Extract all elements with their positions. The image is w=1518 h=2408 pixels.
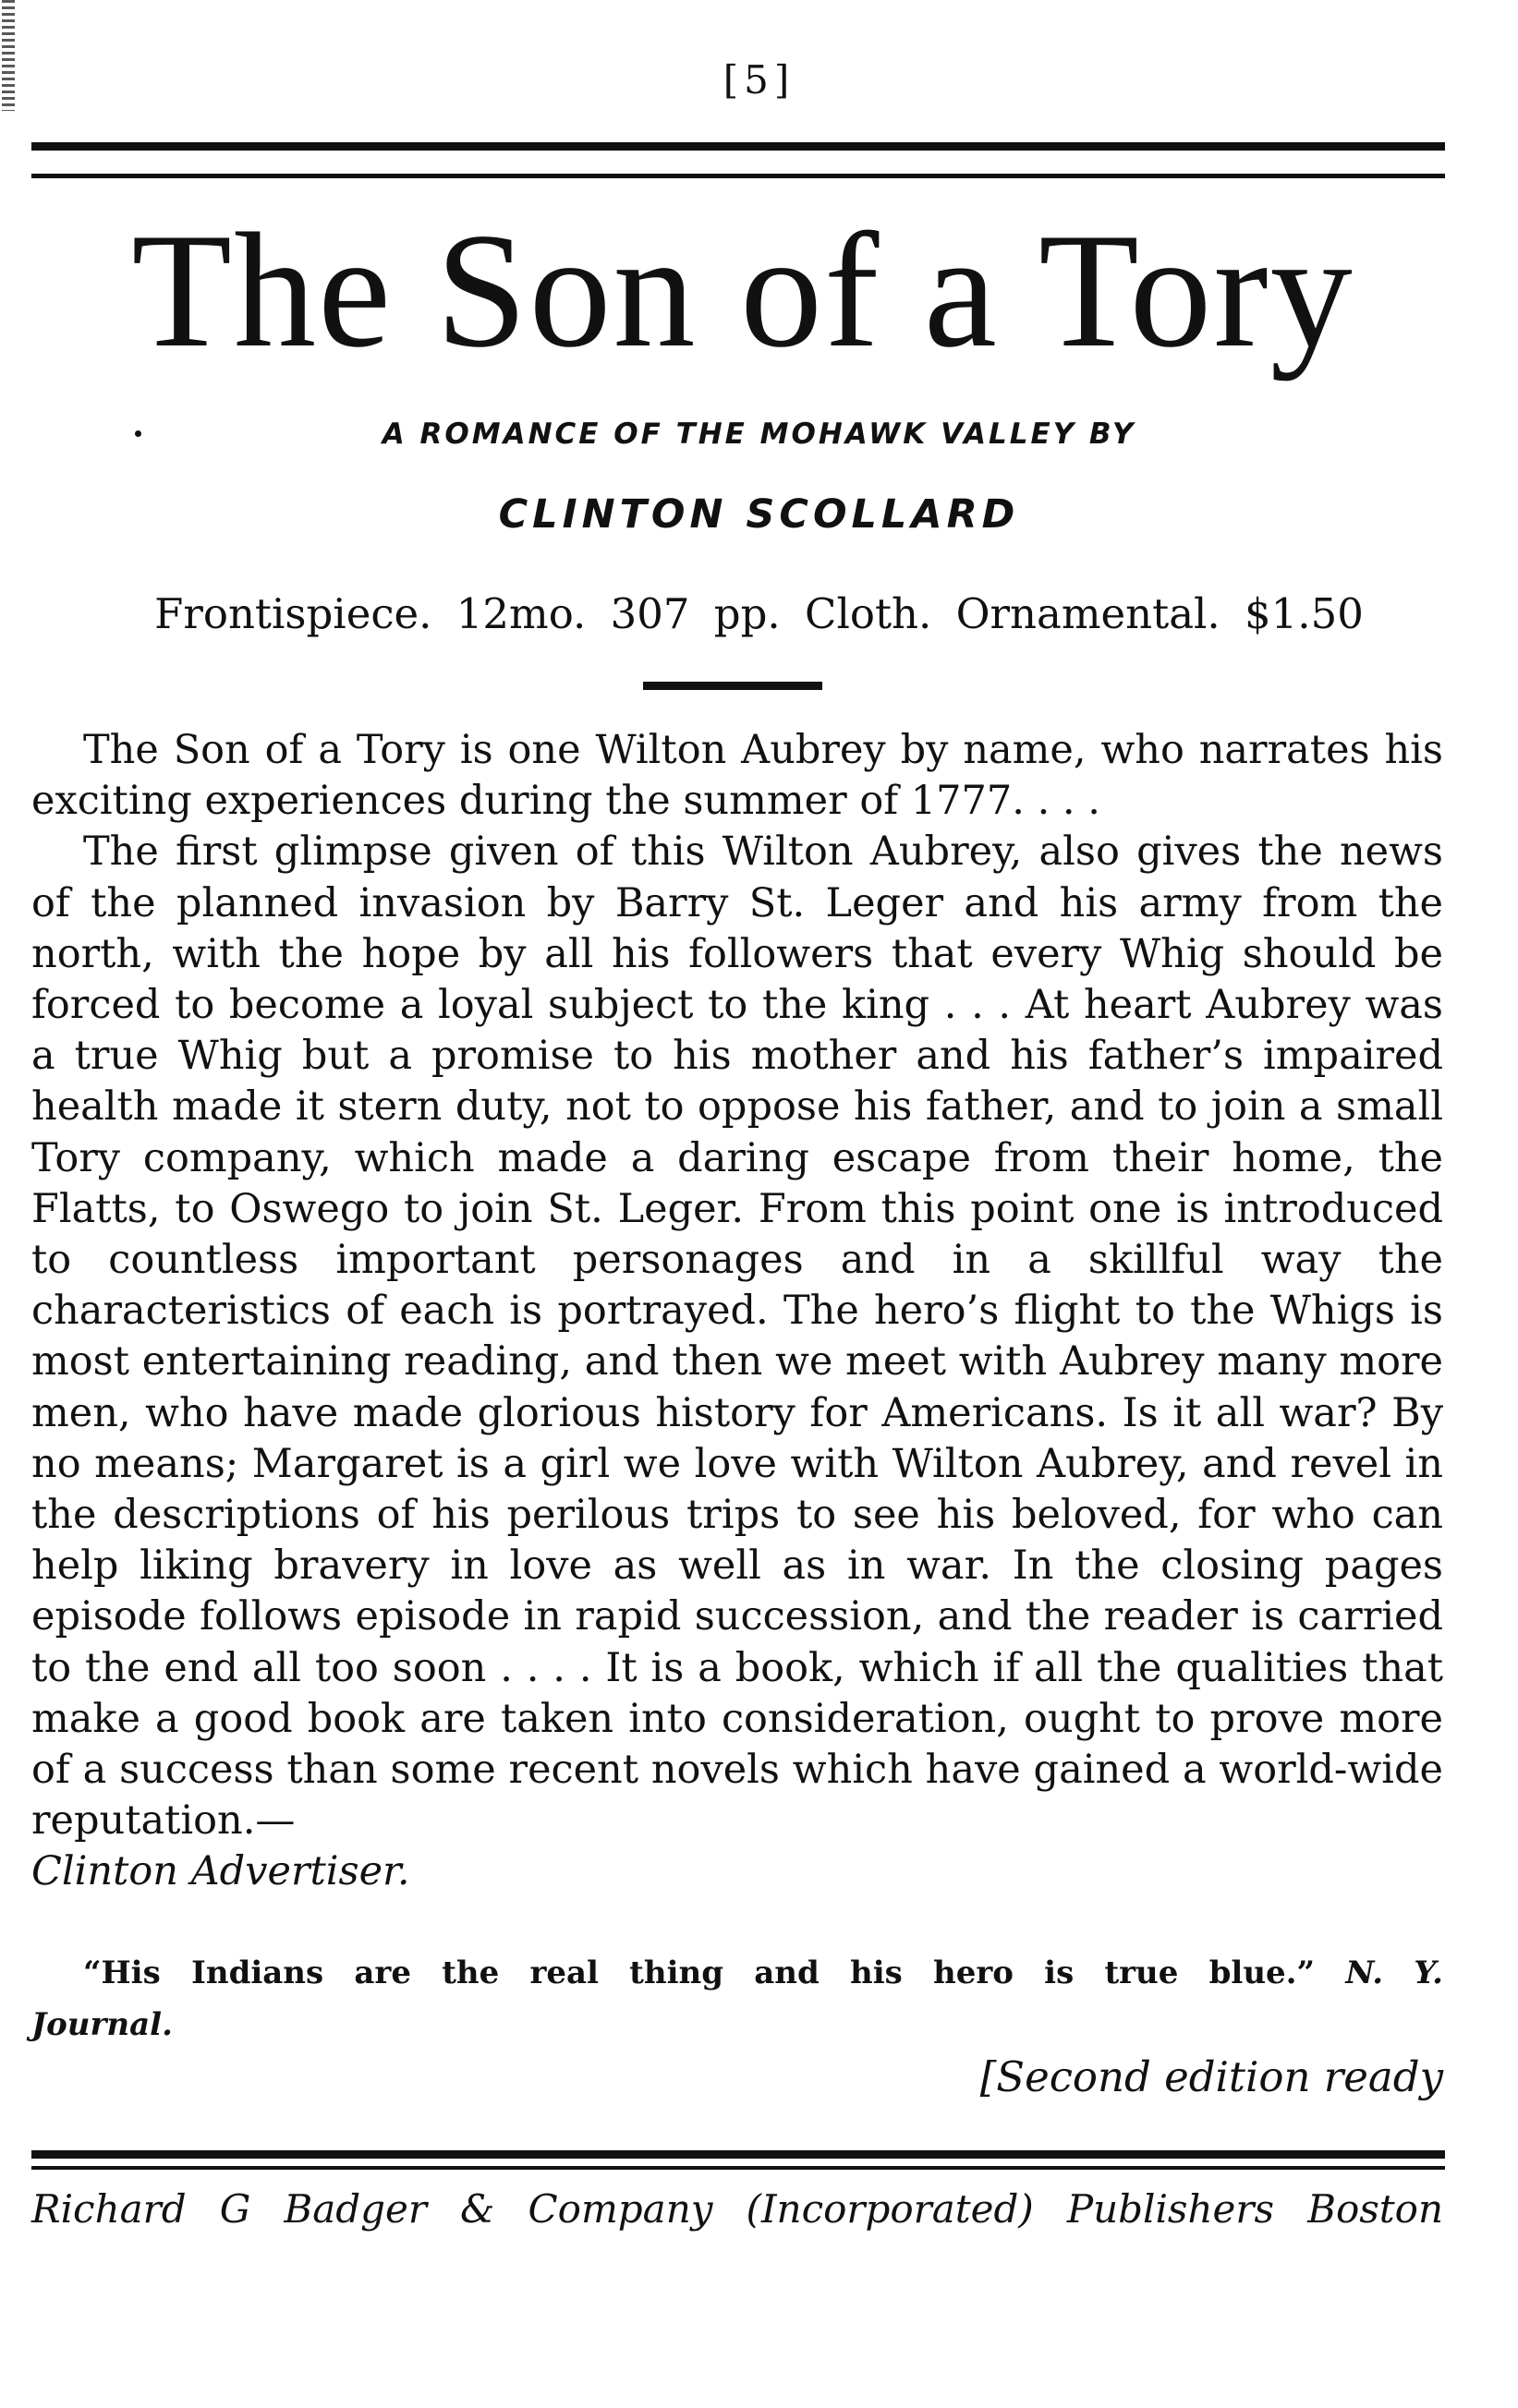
page-number: [5]	[723, 57, 795, 103]
top-rule-thick	[31, 142, 1445, 151]
book-details: Frontispiece. 12mo. 307 pp. Cloth. Ornamental. $1.50	[154, 589, 1364, 638]
press-quote-source: N. Y.	[1345, 1954, 1444, 1991]
review-text	[31, 725, 1443, 1898]
press-quote-source-cont: Journal.	[31, 2006, 173, 2043]
book-subtitle: A ROMANCE OF THE MOHAWK VALLEY BY	[382, 417, 1136, 451]
press-quote-line	[31, 1947, 1443, 1999]
book-title: The Son of a Tory	[131, 199, 1354, 381]
review-paragraph: The first glimpse given of this Wilton Aubrey, also gives the news of the planned invasion by Barry St. Leger and his army from the north, with the hope by all his followers that every Whig should be forced to become a loyal subject to the king . . . At heart Aubrey was a true Whig but a promise to his mother and his father’s impaired health made it stern duty, not to oppose his father, and to join a small Tory company, which made a daring escape from their home, the Flatts, to Oswego to join St. Leger. From this point one is introduced to countless important personages and in a skillful way the characteristics of each is portrayed. The hero’s flight to the Whigs is most entertaining reading, and then we meet with Aubrey many more men, who have made glorious history for Americans. Is it all war? By no means; Margaret is a girl we love with Wilton Aubrey, and revel in the descriptions of his perilous trips to see his beloved, for who can help liking bravery in love as well as in war. In the closing pages episode follows episode in rapid succession, and the reader is carried to the end all too soon . . . . It is a book, which if all the qualities that make a good book are taken into consideration, ought to prove more of a success than some recent novels which have gained a world-wide reputation.—	[31, 829, 1443, 1845]
edition-note: [Second edition ready	[979, 2052, 1443, 2101]
press-quote-text: “His Indians are the real thing and his hero is true blue.”	[83, 1954, 1316, 1991]
bottom-rule-thick	[31, 2150, 1445, 2159]
top-rule-thin	[31, 174, 1445, 178]
review-paragraph: The Son of a Tory is one Wilton Aubrey by name, who narrates his exciting experiences during the summer of 1777. . . .	[31, 727, 1443, 825]
press-quote	[31, 1947, 1443, 2051]
review-source: Clinton Advertiser.	[31, 1848, 410, 1895]
publisher-imprint: Richard G Badger & Company (Incorporated) Publishers Boston	[31, 2186, 1443, 2232]
bottom-rule-thin	[31, 2166, 1445, 2170]
book-author: CLINTON SCOLLARD	[498, 491, 1020, 538]
section-divider	[643, 682, 822, 690]
